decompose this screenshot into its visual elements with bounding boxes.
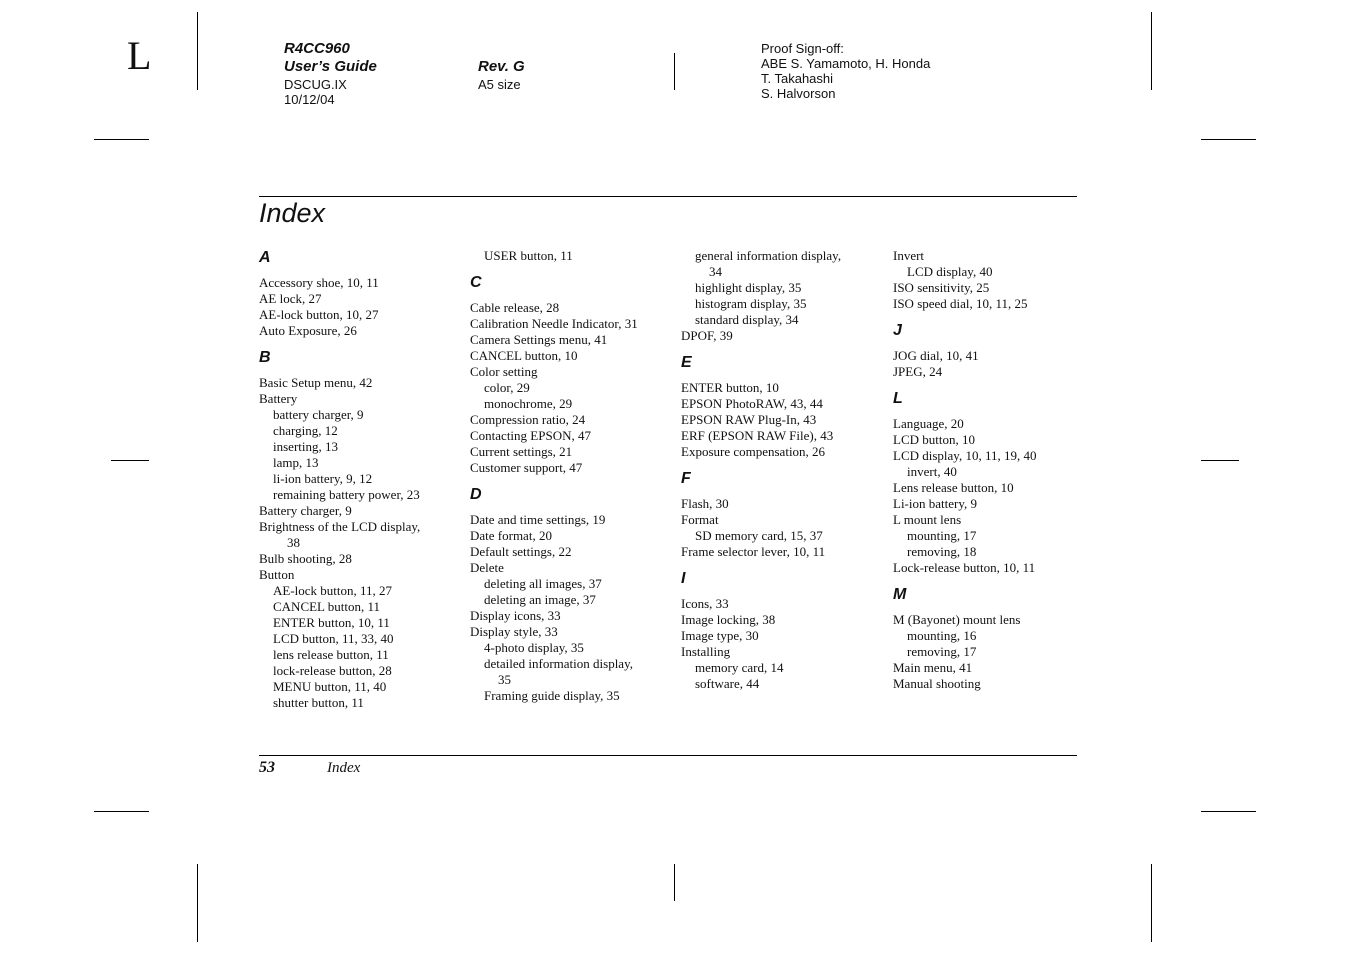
page-number: 53 [259, 759, 275, 776]
index-entry: Lens release button, 10 [893, 480, 1014, 495]
proof-line: S. Halvorson [761, 86, 836, 101]
index-subentry: software, 44 [695, 676, 760, 691]
index-entry: L mount lens [893, 512, 962, 527]
index-subentry: mounting, 17 [907, 528, 977, 543]
index-entry: Contacting EPSON, 47 [470, 428, 591, 443]
index-entry: Invert [893, 248, 925, 263]
proof-line: Proof Sign-off: [761, 41, 844, 56]
index-entry: Brightness of the LCD display, [259, 519, 421, 534]
index-entry: AE-lock button, 10, 27 [259, 307, 379, 322]
index-subentry: SD memory card, 15, 37 [695, 528, 823, 543]
index-subentry: monochrome, 29 [484, 396, 573, 411]
paper-size: A5 size [478, 77, 521, 92]
index-entry: JOG dial, 10, 41 [893, 348, 979, 363]
revision: Rev. G [478, 58, 525, 75]
crop-mark [197, 864, 198, 942]
index-letter-heading: B [259, 349, 271, 366]
index-entry: Manual shooting [893, 676, 981, 691]
index-letter-heading: C [470, 274, 482, 291]
index-entry: Installing [681, 644, 731, 659]
index-entry: Battery [259, 391, 298, 406]
index-subentry: CANCEL button, 11 [273, 599, 381, 614]
doc-code: R4CC960 [284, 40, 350, 57]
index-column [470, 248, 675, 704]
index-letter-heading: L [893, 390, 903, 407]
crop-mark [1151, 864, 1152, 942]
crop-mark [674, 53, 675, 90]
index-entry: Li-ion battery, 9 [893, 496, 977, 511]
index-subentry: battery charger, 9 [273, 407, 364, 422]
index-entry: Language, 20 [893, 416, 964, 431]
index-letter-heading: A [259, 249, 271, 266]
index-entry: ENTER button, 10 [681, 380, 779, 395]
index-page-continuation: 38 [287, 535, 300, 550]
index-subentry: lens release button, 11 [273, 647, 389, 662]
index-page-continuation: 34 [709, 264, 722, 279]
index-entry: LCD button, 10 [893, 432, 975, 447]
index-subentry: deleting an image, 37 [484, 592, 596, 607]
index-letter-heading: M [893, 586, 907, 603]
index-entry: Calibration Needle Indicator, 31 [470, 316, 638, 331]
index-entry: Customer support, 47 [470, 460, 583, 475]
proof-line: ABE S. Yamamoto, H. Honda [761, 56, 931, 71]
index-subentry: deleting all images, 37 [484, 576, 602, 591]
index-entry: Display icons, 33 [470, 608, 561, 623]
index-subentry: inserting, 13 [273, 439, 338, 454]
index-subentry: ENTER button, 10, 11 [273, 615, 390, 630]
index-entry: Delete [470, 560, 504, 575]
top-rule [259, 196, 1077, 197]
index-subentry: AE-lock button, 11, 27 [273, 583, 393, 598]
guide-title: User’s Guide [284, 58, 377, 75]
index-entry: M (Bayonet) mount lens [893, 612, 1021, 627]
index-entry: AE lock, 27 [259, 291, 322, 306]
page-side-mark: L [127, 33, 152, 78]
index-subentry: charging, 12 [273, 423, 338, 438]
index-entry: Basic Setup menu, 42 [259, 375, 373, 390]
crop-mark [197, 12, 198, 90]
index-letter-heading: D [470, 486, 482, 503]
index-entry: Exposure compensation, 26 [681, 444, 826, 459]
proof-line: T. Takahashi [761, 71, 834, 86]
file-name: DSCUG.IX [284, 77, 347, 92]
index-subentry: general information display, [695, 248, 842, 263]
index-subentry: mounting, 16 [907, 628, 977, 643]
index-subentry: histogram display, 35 [695, 296, 807, 311]
crop-mark [1151, 12, 1152, 90]
index-column [893, 248, 1098, 692]
index-subentry: LCD button, 11, 33, 40 [273, 631, 394, 646]
crop-mark [1201, 460, 1239, 461]
index-entry: DPOF, 39 [681, 328, 733, 343]
index-subentry: invert, 40 [907, 464, 957, 479]
index-entry: Bulb shooting, 28 [259, 551, 352, 566]
index-entry: EPSON RAW Plug-In, 43 [681, 412, 817, 427]
index-subentry: removing, 17 [907, 644, 977, 659]
index-entry: Default settings, 22 [470, 544, 572, 559]
index-entry: Date and time settings, 19 [470, 512, 606, 527]
index-entry: Image locking, 38 [681, 612, 776, 627]
crop-mark [94, 811, 149, 812]
index-subentry: li-ion battery, 9, 12 [273, 471, 373, 486]
crop-mark [1201, 139, 1256, 140]
index-entry: Compression ratio, 24 [470, 412, 586, 427]
index-letter-heading: I [681, 570, 686, 587]
index-entry: Date format, 20 [470, 528, 552, 543]
crop-mark [94, 139, 149, 140]
crop-mark [111, 460, 149, 461]
index-entry: Battery charger, 9 [259, 503, 352, 518]
index-entry: Camera Settings menu, 41 [470, 332, 608, 347]
index-entry: Auto Exposure, 26 [259, 323, 357, 338]
index-entry: Main menu, 41 [893, 660, 973, 675]
index-column [681, 248, 886, 692]
proof-signoff [761, 41, 930, 101]
index-entry: Current settings, 21 [470, 444, 573, 459]
index-letter-heading: E [681, 354, 692, 371]
index-entry: Cable release, 28 [470, 300, 560, 315]
index-column [259, 248, 464, 711]
index-entry: ISO sensitivity, 25 [893, 280, 990, 295]
index-entry: Format [681, 512, 719, 527]
footer-section: Index [327, 760, 361, 776]
index-subentry: highlight display, 35 [695, 280, 802, 295]
index-entry: ISO speed dial, 10, 11, 25 [893, 296, 1028, 311]
index-entry: Display style, 33 [470, 624, 558, 639]
index-subentry: color, 29 [484, 380, 530, 395]
crop-mark [1201, 811, 1256, 812]
index-subentry: 4-photo display, 35 [484, 640, 584, 655]
page-title: Index [259, 198, 326, 228]
index-entry: Color setting [470, 364, 538, 379]
index-entry: EPSON PhotoRAW, 43, 44 [681, 396, 823, 411]
date: 10/12/04 [284, 92, 335, 107]
index-subentry: shutter button, 11 [273, 695, 364, 710]
index-entry: Image type, 30 [681, 628, 759, 643]
index-subentry: LCD display, 40 [907, 264, 993, 279]
index-entry: Flash, 30 [681, 496, 729, 511]
index-subentry: remaining battery power, 23 [273, 487, 420, 502]
index-subentry: detailed information display, [484, 656, 633, 671]
index-subentry: MENU button, 11, 40 [273, 679, 387, 694]
index-subentry: standard display, 34 [695, 312, 799, 327]
index-entry: Frame selector lever, 10, 11 [681, 544, 826, 559]
index-entry: JPEG, 24 [893, 364, 943, 379]
index-entry: ERF (EPSON RAW File), 43 [681, 428, 834, 443]
index-entry: Lock-release button, 10, 11 [893, 560, 1036, 575]
index-entry: LCD display, 10, 11, 19, 40 [893, 448, 1037, 463]
index-subentry: Framing guide display, 35 [484, 688, 620, 703]
index-subentry: USER button, 11 [484, 248, 573, 263]
index-subentry: memory card, 14 [695, 660, 784, 675]
index-subentry: lock-release button, 28 [273, 663, 392, 678]
index-subentry: lamp, 13 [273, 455, 319, 470]
index-page-continuation: 35 [498, 672, 511, 687]
index-letter-heading: J [893, 322, 902, 339]
index-entry: CANCEL button, 10 [470, 348, 578, 363]
crop-mark [674, 864, 675, 901]
index-entry: Accessory shoe, 10, 11 [259, 275, 379, 290]
index-entry: Button [259, 567, 295, 582]
index-letter-heading: F [681, 470, 691, 487]
index-subentry: removing, 18 [907, 544, 977, 559]
index-entry: Icons, 33 [681, 596, 729, 611]
bottom-rule [259, 755, 1077, 756]
